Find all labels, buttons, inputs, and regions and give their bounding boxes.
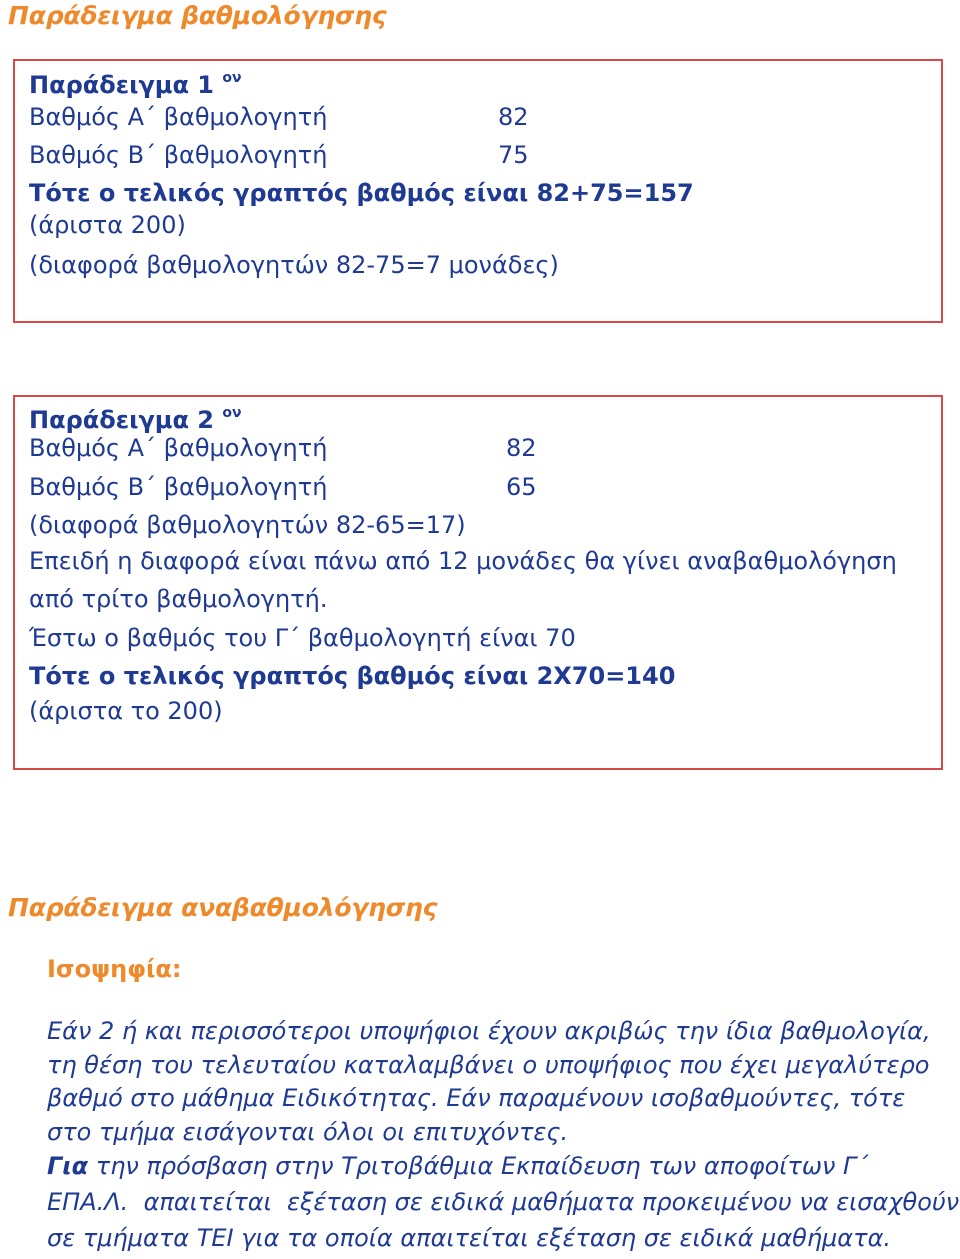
example-2-row-b-label: Βαθμός Β΄ βαθμολογητή — [29, 473, 328, 501]
example-1-row-a-value: 82 — [498, 103, 529, 131]
example-2-explanation-line-1: Επειδή η διαφορά είναι πάνω από 12 μονάδες θα γίνει αναβαθμολόγηση — [29, 547, 897, 575]
access-paragraph-line-2: ΕΠΑ.Λ. απαιτείται εξέταση σε ειδικά μαθήματα προκειμένου να εισαχθούν — [47, 1188, 960, 1216]
example-2-result: Τότε ο τελικός γραπτός βαθμός είναι 2Χ70=140 — [29, 662, 676, 690]
example-2-explanation-line-2: από τρίτο βαθμολογητή. — [29, 585, 328, 613]
access-paragraph — [47, 1148, 960, 1256]
example-2-third-grader: Έστω ο βαθμός του Γ΄ βαθμολογητή είναι 70 — [29, 624, 576, 652]
tie-paragraph: Εάν 2 ή και περισσότεροι υποψήφιοι έχουν ακριβώς την ίδια βαθμολογία, τη θέση του τελευταίου καταλαμβάνει ο υποψήφιος που έχει μεγαλύτερο βαθμό στο μάθημα Ειδικότητας. Εάν παραμένουν ισοβαθμούντες, τότε στο τμήμα εισάγονται όλοι οι επιτυχόντες. — [47, 1017, 931, 1146]
example-1-box — [13, 59, 943, 323]
section-heading-regrading-example: Παράδειγμα αναβαθμολόγησης — [8, 893, 438, 922]
example-2-row-a-label: Βαθμός Α΄ βαθμολογητή — [29, 434, 328, 462]
example-2-row-a-value: 82 — [506, 434, 537, 462]
access-paragraph-line-3: σε τμήματα ΤΕΙ για τα οποία απαιτείται εξέταση σε ειδικά μαθήματα. — [47, 1224, 892, 1252]
example-2-note-max: (άριστα το 200) — [29, 697, 223, 725]
example-2-row-b-value: 65 — [506, 473, 537, 501]
example-2-box — [13, 395, 943, 770]
example-1-result: Τότε ο τελικός γραπτός βαθμός είναι 82+75=157 — [29, 179, 694, 207]
example-2-title: Παράδειγμα 2 $^{o\nu}$ — [29, 405, 242, 434]
example-1-row-b-label: Βαθμός Β΄ βαθμολογητή — [29, 141, 328, 169]
example-2-difference: (διαφορά βαθμολογητών 82-65=17) — [29, 511, 466, 539]
section-heading-grading-example: Παράδειγμα βαθμολόγησης — [8, 1, 387, 30]
access-paragraph-bold-word: Για — [47, 1152, 89, 1180]
access-paragraph-line-1: Για την πρόσβαση στην Τριτοβάθμια Εκπαίδευση των αποφοίτων Γ΄ — [47, 1152, 869, 1180]
example-1-note-difference: (διαφορά βαθμολογητών 82-75=7 μονάδες) — [29, 251, 559, 279]
example-1-title: Παράδειγμα 1 $^{o\nu}$ — [29, 70, 242, 99]
example-1-note-max: (άριστα 200) — [29, 211, 186, 239]
example-1-row-b-value: 75 — [498, 141, 529, 169]
example-1-row-a-label: Βαθμός Α΄ βαθμολογητή — [29, 103, 328, 131]
tie-subheading: Ισοψηφία: — [47, 955, 182, 983]
